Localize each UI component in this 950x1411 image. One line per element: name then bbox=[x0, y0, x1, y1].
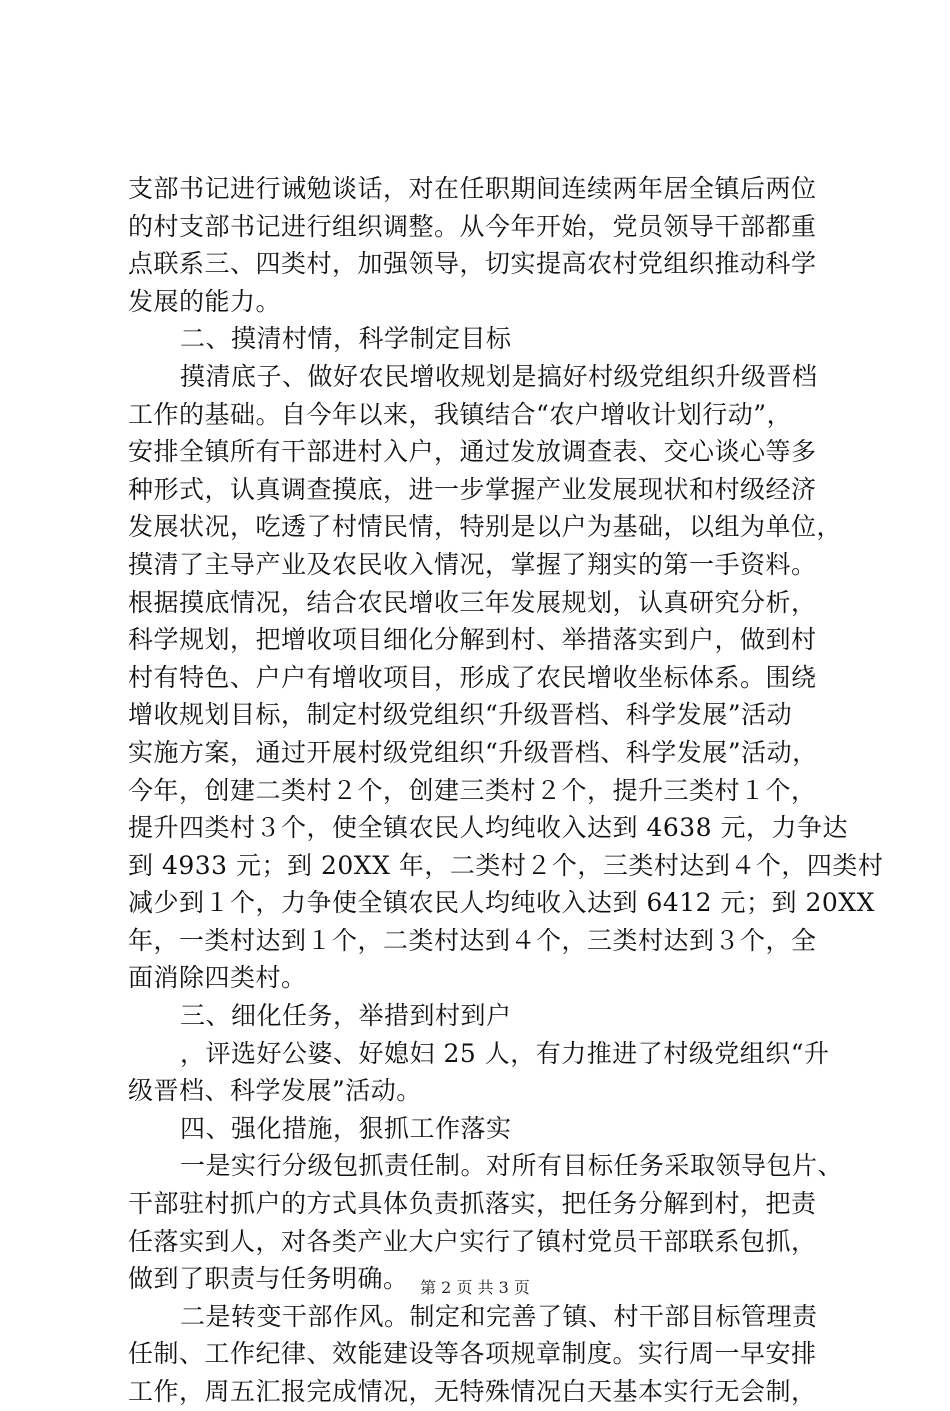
text-line: 年，一类村达到１个，二类村达到４个，三类村达到３个，全 bbox=[128, 925, 817, 955]
text-line: 一是实行分级包抓责任制。对所有目标任务采取领导包片、 bbox=[180, 1151, 844, 1181]
text-line: 增收规划目标，制定村级党组织“升级晋档、科学发展”活动 bbox=[128, 700, 793, 730]
text-line: 任制、工作纪律、效能建设等各项规章制度。实行周一早安排 bbox=[128, 1339, 817, 1369]
text-line: 四、强化措施，狠抓工作落实 bbox=[180, 1113, 512, 1143]
text-line: 任落实到人，对各类产业大户实行了镇村党员干部联系包抓， bbox=[128, 1226, 817, 1256]
text-line: 到 4933 元；到 20XX 年，二类村２个，三类村达到４个，四类村 bbox=[128, 850, 884, 880]
text-line: 科学规划，把增收项目细化分解到村、举措落实到户，做到村 bbox=[128, 625, 817, 655]
text-line: 村有特色、户户有增收项目，形成了农民增收坐标体系。围绕 bbox=[128, 662, 817, 692]
text-line: 做到了职责与任务明确。 bbox=[128, 1264, 409, 1294]
text-line: 二、摸清村情，科学制定目标 bbox=[180, 324, 512, 354]
text-line: 二是转变干部作风。制定和完善了镇、村干部目标管理责 bbox=[180, 1301, 818, 1331]
page-footer: 第 2 页 共 3 页 bbox=[420, 1278, 530, 1297]
text-line: 三、细化任务，举措到村到户 bbox=[180, 1001, 512, 1031]
text-line: 的村支部书记进行组织调整。从今年开始，党员领导干部都重 bbox=[128, 211, 817, 241]
text-line: ，评选好公婆、好媳妇 25 人，有力推进了村级党组织“升 bbox=[180, 1038, 830, 1068]
text-line: 安排全镇所有干部进村入户，通过发放调查表、交心谈心等多 bbox=[128, 437, 817, 467]
document-body bbox=[128, 170, 884, 1411]
text-line: 支部书记进行诫勉谈话，对在任职期间连续两年居全镇后两位 bbox=[128, 174, 817, 203]
text-line: 点联系三、四类村，加强领导，切实提高农村党组织推动科学 bbox=[128, 249, 817, 279]
text-line: 减少到１个，力争使全镇农民人均纯收入达到 6412 元；到 20XX bbox=[128, 888, 875, 918]
text-line: 工作的基础。自今年以来，我镇结合“农户增收计划行动”， bbox=[128, 399, 793, 429]
text-line: 发展的能力。 bbox=[128, 286, 282, 316]
text-line: 面消除四类村。 bbox=[128, 963, 307, 993]
text-line: 摸清底子、做好农民增收规划是搞好村级党组织升级晋档 bbox=[180, 361, 818, 391]
text-line: 提升四类村３个，使全镇农民人均纯收入达到 4638 元，力争达 bbox=[128, 813, 849, 843]
text-line: 干部驻村抓户的方式具体负责抓落实，把任务分解到村，把责 bbox=[128, 1189, 817, 1219]
text-line: 发展状况，吃透了村情民情，特别是以户为基础，以组为单位， bbox=[128, 512, 843, 542]
text-line: 实施方案，通过开展村级党组织“升级晋档、科学发展”活动， bbox=[128, 737, 818, 767]
text-line: 工作，周五汇报完成情况，无特殊情况白天基本实行无会制， bbox=[128, 1377, 817, 1406]
text-line: 今年，创建二类村２个，创建三类村２个，提升三类村１个， bbox=[128, 775, 817, 805]
text-line: 种形式，认真调查摸底，进一步掌握产业发展现状和村级经济 bbox=[128, 474, 817, 504]
text-line: 根据摸底情况，结合农民增收三年发展规划，认真研究分析， bbox=[128, 587, 817, 617]
text-line: 摸清了主导产业及农民收入情况，掌握了翔实的第一手资料。 bbox=[128, 549, 817, 579]
text-line: 级晋档、科学发展”活动。 bbox=[128, 1076, 422, 1106]
